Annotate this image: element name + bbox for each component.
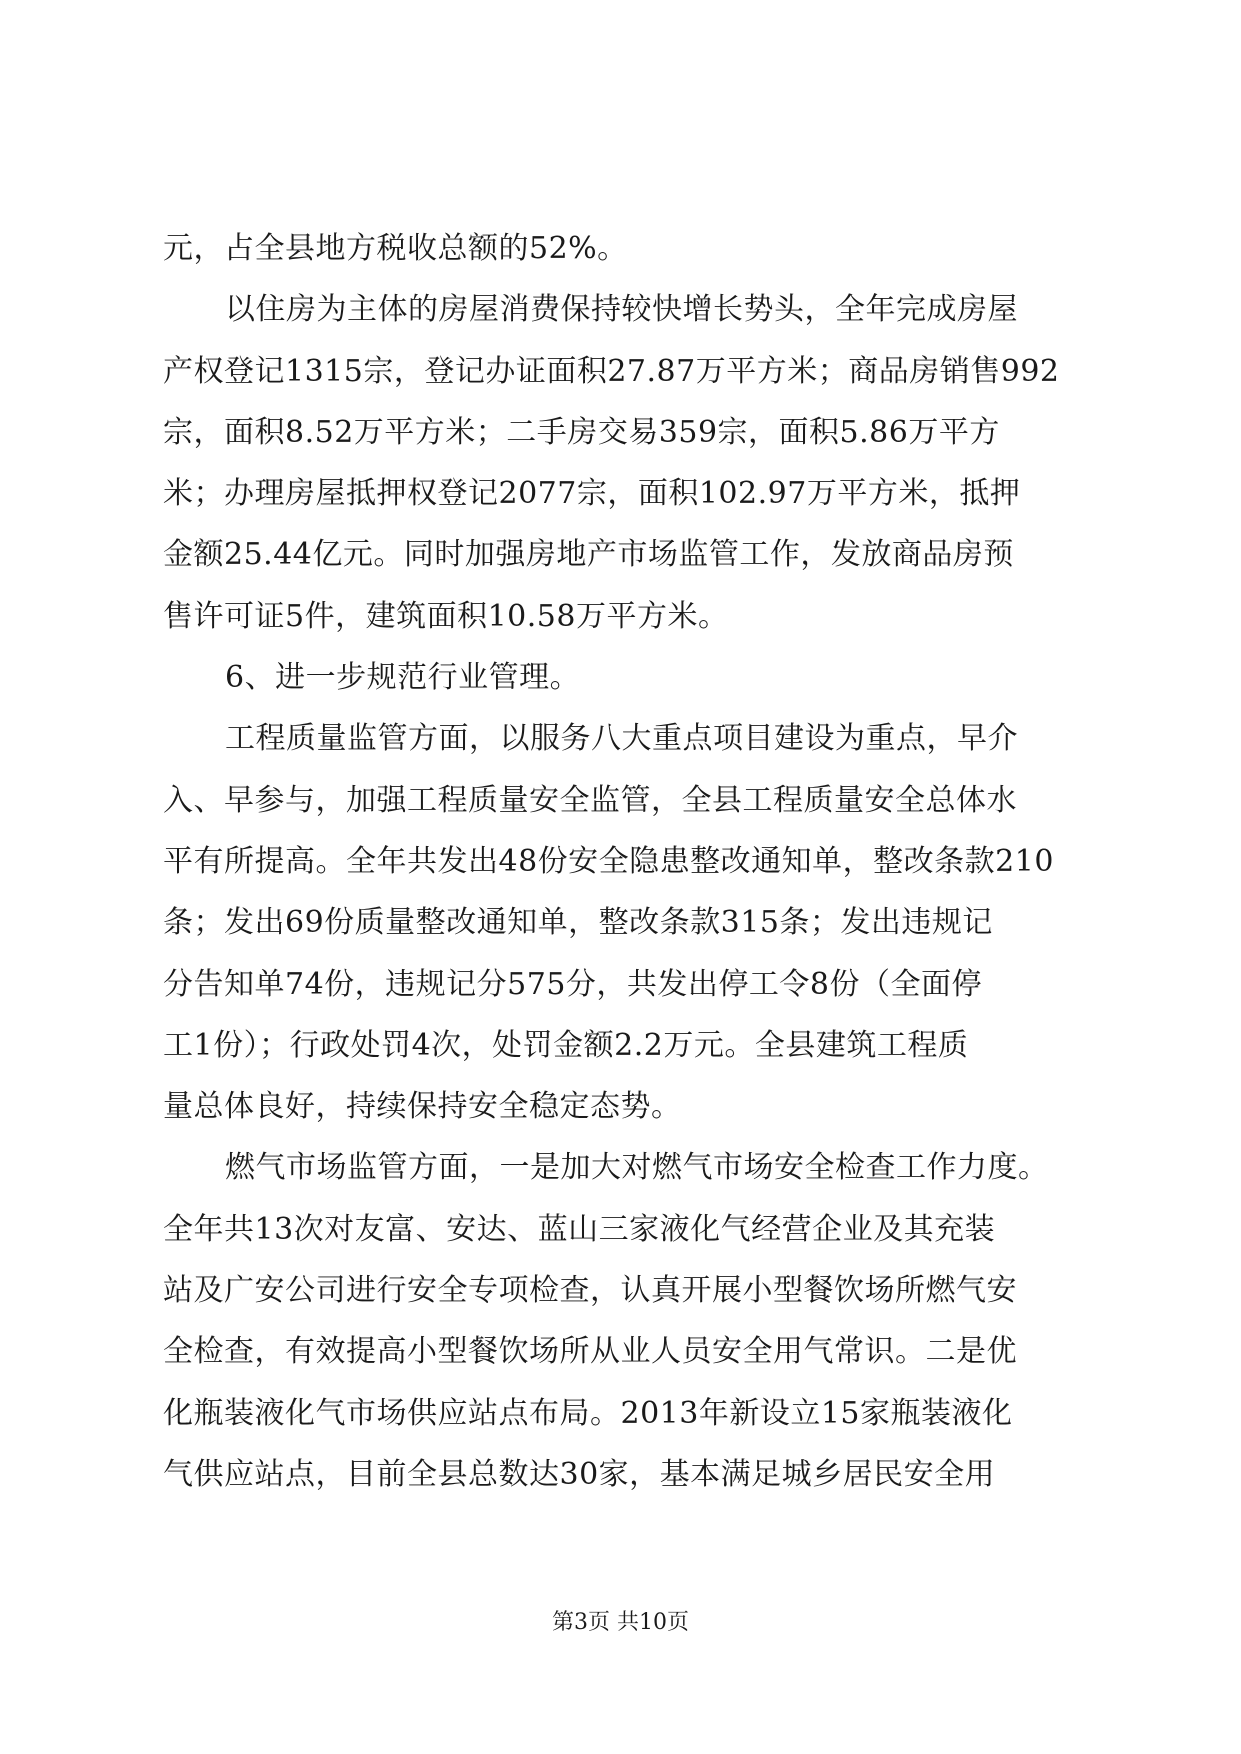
text-line-11: 平有所提高。全年共发出48份安全隐患整改通知单，整改条款210 xyxy=(163,843,1054,879)
text-line-6: 金额25.44亿元。同时加强房地产市场监管工作，发放商品房预 xyxy=(163,537,1014,573)
text-line-12: 条；发出69份质量整改通知单，整改条款315条；发出违规记 xyxy=(163,905,993,941)
paragraph-housing-start: 以住房为主体的房屋消费保持较快增长势头，全年完成房屋 xyxy=(225,292,1018,328)
text-line-1: 元，占全县地方税收总额的52%。 xyxy=(163,231,628,266)
text-line-21: 气供应站点，目前全县总数达30家，基本满足城乡居民安全用 xyxy=(163,1456,996,1492)
text-line-3: 产权登记1315宗，登记办证面积27.87万平方米；商品房销售992 xyxy=(163,353,1060,389)
paragraph-gas-start: 燃气市场监管方面，一是加大对燃气市场安全检查工作力度。 xyxy=(225,1150,1049,1186)
text-line-13: 分告知单74份，违规记分575分，共发出停工令8份（全面停 xyxy=(163,966,983,1002)
text-line-10: 入、早参与，加强工程质量安全监管，全县工程质量安全总体水 xyxy=(163,782,1017,818)
text-line-14: 工1份）；行政处罚4次，处罚金额2.2万元。全县建筑工程质 xyxy=(163,1027,969,1063)
text-line-15: 量总体良好，持续保持安全稳定态势。 xyxy=(163,1089,682,1125)
text-line-4: 宗，面积8.52万平方米；二手房交易359宗，面积5.86万平方 xyxy=(163,414,1000,450)
document-body xyxy=(163,218,1093,1505)
text-line-7: 售许可证5件，建筑面积10.58万平方米。 xyxy=(163,598,729,634)
text-line-5: 米；办理房屋抵押权登记2077宗，面积102.97万平方米，抵押 xyxy=(163,476,1021,512)
text-line-20: 化瓶装液化气市场供应站点布局。2013年新设立15家瓶装液化 xyxy=(163,1395,1013,1431)
page-number-footer: 第3页 共10页 xyxy=(552,1610,689,1635)
section-heading-6: 6、进一步规范行业管理。 xyxy=(225,660,581,696)
paragraph-quality-start: 工程质量监管方面，以服务八大重点项目建设为重点，早介 xyxy=(225,721,1018,757)
text-line-17: 全年共13次对友富、安达、蓝山三家液化气经营企业及其充装 xyxy=(163,1211,996,1247)
text-line-19: 全检查，有效提高小型餐饮场所从业人员安全用气常识。二是优 xyxy=(163,1334,1017,1370)
text-line-18: 站及广安公司进行安全专项检查，认真开展小型餐饮场所燃气安 xyxy=(163,1273,1017,1309)
